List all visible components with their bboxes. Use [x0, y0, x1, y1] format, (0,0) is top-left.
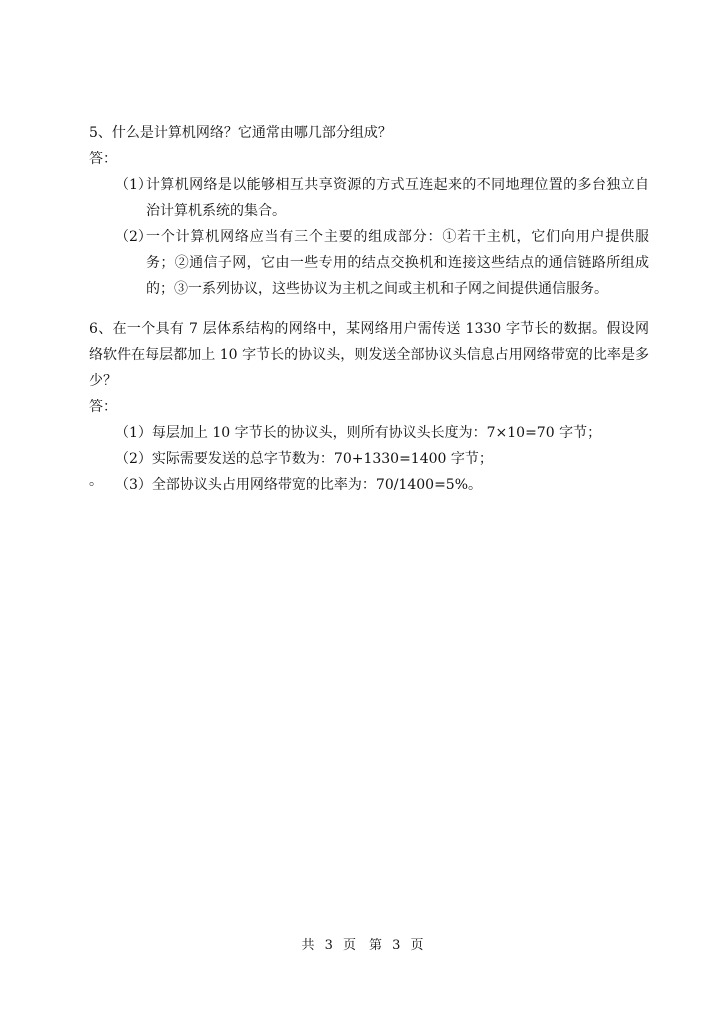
answer-5-item-1	[89, 172, 649, 224]
answer-5-item-2	[89, 224, 649, 302]
answer-6-label: 答：	[89, 399, 117, 415]
answer-5-item-1-number: （1）	[115, 177, 152, 193]
answer-6-item-2: （2）实际需要发送的总字节数为：70+1330=1400 字节；	[115, 451, 493, 467]
question-5-text: 5、什么是计算机网络？它通常由哪几部分组成？	[89, 125, 392, 141]
question-6-text: 6、在一个具有 7 层体系结构的网络中，某网络用户需传送 1330 字节长的数据。假设网络软件在每层都加上 10 字节长的协议头，则发送全部协议头信息占用网络带宽的比率是多少？	[89, 321, 649, 389]
stray-punctuation-mark: 。	[89, 473, 103, 489]
answer-5-item-2-number: （2）	[115, 229, 152, 245]
answer-6-item-1: （1）每层加上 10 字节长的协议头，则所有协议头长度为：7×10=70 字节；	[115, 425, 602, 441]
answer-5-item-2-text: 一个计算机网络应当有三个主要的组成部分：①若干主机，它们向用户提供服务；②通信子网，它由一些专用的结点交换机和连接这些结点的通信链路所组成的；③一系列协议，这些协议为主机之间或主机和子网之间提供通信服务。	[146, 229, 649, 297]
question-6-block	[89, 316, 649, 498]
answer-5-label: 答：	[89, 151, 117, 167]
page-footer: 共 3 页 第 3 页	[301, 938, 424, 953]
answer-5-item-1-text: 计算机网络是以能够相互共享资源的方式互连起来的不同地理位置的多台独立自治计算机系统的集合。	[146, 177, 649, 219]
answer-6-item-3: （3）全部协议头占用网络带宽的比率为：70/1400=5%。	[115, 477, 483, 493]
question-5-block	[89, 120, 649, 302]
